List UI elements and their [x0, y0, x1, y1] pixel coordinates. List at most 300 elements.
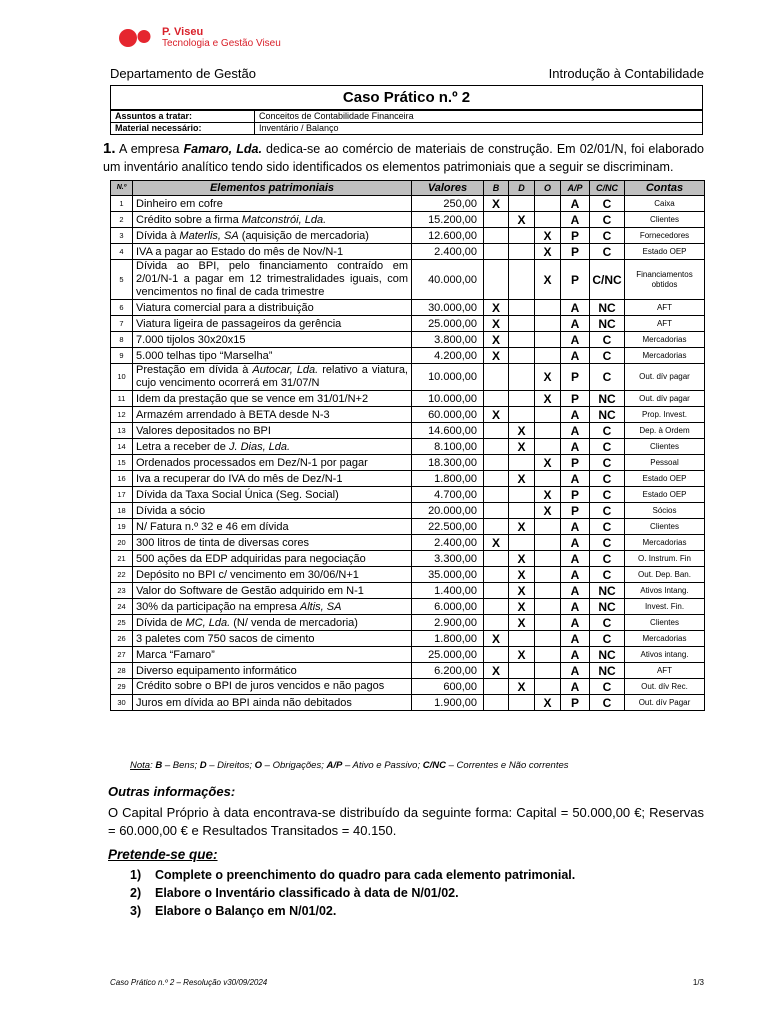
ativo-passivo-mark: A: [561, 519, 590, 535]
col-header: Valores: [412, 181, 484, 196]
row-number: 28: [111, 663, 133, 679]
bens-mark: [484, 599, 509, 615]
bens-mark: X: [484, 316, 509, 332]
element-description: 5.000 telhas tipo “Marselha”: [133, 348, 412, 364]
direitos-mark: X: [509, 599, 535, 615]
account-name: Sócios: [625, 503, 705, 519]
obrigacoes-mark: [535, 679, 561, 695]
element-value: 25.000,00: [412, 647, 484, 663]
direitos-mark: [509, 663, 535, 679]
row-number: 18: [111, 503, 133, 519]
table-row: [111, 196, 705, 212]
table-row: [111, 348, 705, 364]
direitos-mark: [509, 455, 535, 471]
tasks-list: [130, 866, 575, 920]
logo-line-1: P. Viseu: [162, 26, 204, 38]
ativo-passivo-mark: A: [561, 407, 590, 423]
row-number: 11: [111, 391, 133, 407]
corrente-mark: C: [590, 631, 625, 647]
intro-post: dedica-se ao comércio de materiais de construção. Em 02/01/N, foi elaborado um inventário analítico tendo sido identificados os elementos patrimoniais que a seguir se discriminam.: [103, 142, 704, 174]
table-row: [111, 599, 705, 615]
corrente-mark: C: [590, 615, 625, 631]
element-value: 10.000,00: [412, 391, 484, 407]
direitos-mark: X: [509, 551, 535, 567]
company-name: Famaro, Lda.: [183, 142, 262, 156]
bens-mark: [484, 423, 509, 439]
col-header: A/P: [561, 181, 590, 196]
table-row: [111, 519, 705, 535]
obrigacoes-mark: [535, 631, 561, 647]
ativo-passivo-mark: A: [561, 348, 590, 364]
ativo-passivo-mark: A: [561, 631, 590, 647]
row-number: 23: [111, 583, 133, 599]
account-name: Out. dív pagar: [625, 391, 705, 407]
table-row: [111, 260, 705, 300]
other-info-heading: Outras informações:: [108, 784, 236, 799]
corrente-mark: C: [590, 503, 625, 519]
table-row: [111, 583, 705, 599]
account-name: Financiamentos obtidos: [625, 260, 705, 300]
obrigacoes-mark: [535, 316, 561, 332]
tasks-heading: Pretende-se que:: [108, 847, 218, 862]
direitos-mark: X: [509, 439, 535, 455]
col-header: D: [509, 181, 535, 196]
element-description: Dívida à Materlis, SA (aquisição de mercadoria): [133, 228, 412, 244]
element-description: Iva a recuperar do IVA do mês de Dez/N-1: [133, 471, 412, 487]
obrigacoes-mark: [535, 615, 561, 631]
element-value: 2.400,00: [412, 535, 484, 551]
ativo-passivo-mark: A: [561, 535, 590, 551]
direitos-mark: [509, 535, 535, 551]
element-description: Armazém arrendado à BETA desde N-3: [133, 407, 412, 423]
ativo-passivo-mark: A: [561, 423, 590, 439]
bens-mark: [484, 615, 509, 631]
ativo-passivo-mark: A: [561, 615, 590, 631]
direitos-mark: [509, 695, 535, 711]
ativo-passivo-mark: P: [561, 391, 590, 407]
corrente-mark: C: [590, 471, 625, 487]
bens-mark: X: [484, 631, 509, 647]
table-row: [111, 391, 705, 407]
account-name: Dep. à Ordem: [625, 423, 705, 439]
row-number: 27: [111, 647, 133, 663]
element-description: IVA a pagar ao Estado do mês de Nov/N-1: [133, 244, 412, 260]
corrente-mark: C: [590, 487, 625, 503]
ativo-passivo-mark: A: [561, 300, 590, 316]
info-table: [110, 110, 703, 135]
bens-mark: [484, 503, 509, 519]
bens-mark: [484, 519, 509, 535]
obrigacoes-mark: X: [535, 391, 561, 407]
ativo-passivo-mark: A: [561, 551, 590, 567]
account-name: Ativos Intang.: [625, 583, 705, 599]
corrente-mark: NC: [590, 391, 625, 407]
bens-mark: [484, 471, 509, 487]
account-name: Invest. Fin.: [625, 599, 705, 615]
row-number: 20: [111, 535, 133, 551]
account-name: Ativos intang.: [625, 647, 705, 663]
account-name: Out. Dep. Ban.: [625, 567, 705, 583]
obrigacoes-mark: X: [535, 228, 561, 244]
row-number: 19: [111, 519, 133, 535]
element-value: 12.600,00: [412, 228, 484, 244]
bens-mark: X: [484, 300, 509, 316]
document-title: Caso Prático n.º 2: [110, 85, 703, 110]
col-header: Contas: [625, 181, 705, 196]
corrente-mark: C: [590, 364, 625, 391]
row-number: 14: [111, 439, 133, 455]
logo-circles-icon: [118, 28, 158, 48]
element-description: Depósito no BPI c/ vencimento em 30/06/N+1: [133, 567, 412, 583]
row-number: 4: [111, 244, 133, 260]
table-row: [111, 487, 705, 503]
department-label: Departamento de Gestão: [110, 66, 256, 81]
element-value: 35.000,00: [412, 567, 484, 583]
account-name: AFT: [625, 316, 705, 332]
table-row: [111, 423, 705, 439]
ativo-passivo-mark: P: [561, 244, 590, 260]
ativo-passivo-mark: A: [561, 583, 590, 599]
account-name: AFT: [625, 300, 705, 316]
corrente-mark: C: [590, 519, 625, 535]
corrente-mark: NC: [590, 599, 625, 615]
corrente-mark: C/NC: [590, 260, 625, 300]
element-description: 7.000 tijolos 30x20x15: [133, 332, 412, 348]
ativo-passivo-mark: P: [561, 455, 590, 471]
obrigacoes-mark: [535, 567, 561, 583]
bens-mark: [484, 260, 509, 300]
account-name: Clientes: [625, 519, 705, 535]
obrigacoes-mark: [535, 583, 561, 599]
obrigacoes-mark: [535, 599, 561, 615]
table-row: [111, 364, 705, 391]
account-name: Mercadorias: [625, 535, 705, 551]
account-name: Clientes: [625, 615, 705, 631]
ativo-passivo-mark: A: [561, 567, 590, 583]
corrente-mark: C: [590, 348, 625, 364]
element-description: Valor do Software de Gestão adquirido em N-1: [133, 583, 412, 599]
bens-mark: [484, 212, 509, 228]
info-value: Inventário / Balanço: [255, 123, 703, 135]
direitos-mark: [509, 391, 535, 407]
obrigacoes-mark: [535, 407, 561, 423]
bens-mark: X: [484, 663, 509, 679]
direitos-mark: [509, 316, 535, 332]
legend-note: Nota: B – Bens; D – Direitos; O – Obrigações; A/P – Ativo e Passivo; C/NC – Correntes e Não correntes: [130, 760, 569, 771]
obrigacoes-mark: [535, 647, 561, 663]
corrente-mark: NC: [590, 300, 625, 316]
element-value: 20.000,00: [412, 503, 484, 519]
table-row: [111, 503, 705, 519]
obrigacoes-mark: [535, 439, 561, 455]
direitos-mark: X: [509, 615, 535, 631]
direitos-mark: [509, 631, 535, 647]
direitos-mark: [509, 332, 535, 348]
element-description: 30% da participação na empresa Altis, SA: [133, 599, 412, 615]
bens-mark: X: [484, 196, 509, 212]
corrente-mark: NC: [590, 663, 625, 679]
element-description: Marca “Famaro”: [133, 647, 412, 663]
account-name: Estado OEP: [625, 471, 705, 487]
direitos-mark: X: [509, 519, 535, 535]
obrigacoes-mark: [535, 332, 561, 348]
obrigacoes-mark: [535, 551, 561, 567]
account-name: O. Instrum. Fin: [625, 551, 705, 567]
element-description: Dívida a sócio: [133, 503, 412, 519]
element-value: 1.400,00: [412, 583, 484, 599]
row-number: 24: [111, 599, 133, 615]
element-value: 3.300,00: [412, 551, 484, 567]
direitos-mark: [509, 300, 535, 316]
assets-table: [110, 180, 705, 711]
element-description: Dívida de MC, Lda. (N/ venda de mercadoria): [133, 615, 412, 631]
element-value: 2.400,00: [412, 244, 484, 260]
ativo-passivo-mark: A: [561, 679, 590, 695]
direitos-mark: [509, 244, 535, 260]
table-row: [111, 567, 705, 583]
table-row: [111, 663, 705, 679]
ativo-passivo-mark: A: [561, 332, 590, 348]
corrente-mark: C: [590, 535, 625, 551]
obrigacoes-mark: [535, 471, 561, 487]
element-value: 250,00: [412, 196, 484, 212]
ativo-passivo-mark: P: [561, 503, 590, 519]
direitos-mark: [509, 364, 535, 391]
element-description: Crédito sobre a firma Matconstrói, Lda.: [133, 212, 412, 228]
row-number: 1: [111, 196, 133, 212]
direitos-mark: [509, 196, 535, 212]
task-item: 3) Elabore o Balanço em N/01/02.: [130, 904, 337, 918]
row-number: 2: [111, 212, 133, 228]
bens-mark: X: [484, 332, 509, 348]
bens-mark: [484, 487, 509, 503]
row-number: 29: [111, 679, 133, 695]
element-description: Letra a receber de J. Dias, Lda.: [133, 439, 412, 455]
direitos-mark: X: [509, 471, 535, 487]
corrente-mark: C: [590, 423, 625, 439]
element-description: Dinheiro em cofre: [133, 196, 412, 212]
account-name: Out. dív Rec.: [625, 679, 705, 695]
table-row: [111, 551, 705, 567]
corrente-mark: NC: [590, 407, 625, 423]
element-value: 1.800,00: [412, 471, 484, 487]
account-name: Mercadorias: [625, 348, 705, 364]
bens-mark: [484, 679, 509, 695]
element-value: 6.200,00: [412, 663, 484, 679]
table-row: [111, 332, 705, 348]
element-description: Idem da prestação que se vence em 31/01/N+2: [133, 391, 412, 407]
obrigacoes-mark: X: [535, 487, 561, 503]
direitos-mark: X: [509, 583, 535, 599]
bens-mark: [484, 244, 509, 260]
direitos-mark: X: [509, 423, 535, 439]
ativo-passivo-mark: A: [561, 316, 590, 332]
corrente-mark: C: [590, 196, 625, 212]
table-row: [111, 212, 705, 228]
ativo-passivo-mark: A: [561, 439, 590, 455]
bens-mark: [484, 439, 509, 455]
element-value: 60.000,00: [412, 407, 484, 423]
corrente-mark: NC: [590, 583, 625, 599]
row-number: 8: [111, 332, 133, 348]
corrente-mark: C: [590, 332, 625, 348]
element-value: 15.200,00: [412, 212, 484, 228]
ativo-passivo-mark: A: [561, 663, 590, 679]
corrente-mark: C: [590, 439, 625, 455]
obrigacoes-mark: X: [535, 455, 561, 471]
obrigacoes-mark: [535, 196, 561, 212]
element-description: Juros em dívida ao BPI ainda não debitados: [133, 695, 412, 711]
element-description: 3 paletes com 750 sacos de cimento: [133, 631, 412, 647]
account-name: Mercadorias: [625, 332, 705, 348]
element-value: 6.000,00: [412, 599, 484, 615]
element-description: Dívida da Taxa Social Única (Seg. Social): [133, 487, 412, 503]
account-name: Estado OEP: [625, 244, 705, 260]
element-description: 300 litros de tinta de diversas cores: [133, 535, 412, 551]
row-number: 22: [111, 567, 133, 583]
col-header: C/NC: [590, 181, 625, 196]
row-number: 13: [111, 423, 133, 439]
bens-mark: [484, 583, 509, 599]
element-value: 14.600,00: [412, 423, 484, 439]
element-value: 1.800,00: [412, 631, 484, 647]
bens-mark: [484, 391, 509, 407]
obrigacoes-mark: [535, 663, 561, 679]
table-row: [111, 244, 705, 260]
ativo-passivo-mark: A: [561, 471, 590, 487]
obrigacoes-mark: [535, 212, 561, 228]
element-description: Viatura comercial para a distribuição: [133, 300, 412, 316]
element-value: 3.800,00: [412, 332, 484, 348]
direitos-mark: [509, 228, 535, 244]
row-number: 17: [111, 487, 133, 503]
table-row: [111, 679, 705, 695]
account-name: AFT: [625, 663, 705, 679]
institution-logo: [118, 27, 281, 49]
table-row: [111, 439, 705, 455]
element-value: 2.900,00: [412, 615, 484, 631]
bens-mark: [484, 695, 509, 711]
corrente-mark: C: [590, 212, 625, 228]
info-row: [111, 111, 703, 123]
element-description: Viatura ligeira de passageiros da gerência: [133, 316, 412, 332]
corrente-mark: NC: [590, 316, 625, 332]
row-number: 6: [111, 300, 133, 316]
obrigacoes-mark: [535, 535, 561, 551]
corrente-mark: C: [590, 551, 625, 567]
table-row: [111, 471, 705, 487]
element-value: 30.000,00: [412, 300, 484, 316]
table-row: [111, 407, 705, 423]
row-number: 10: [111, 364, 133, 391]
info-row: [111, 123, 703, 135]
page-number: 1/3: [692, 978, 704, 987]
direitos-mark: X: [509, 212, 535, 228]
element-value: 8.100,00: [412, 439, 484, 455]
bens-mark: [484, 228, 509, 244]
obrigacoes-mark: X: [535, 503, 561, 519]
footer-left: Caso Prático n.º 2 – Resolução v30/09/2024: [110, 978, 268, 987]
ativo-passivo-mark: A: [561, 599, 590, 615]
account-name: Out. dív pagar: [625, 364, 705, 391]
element-value: 10.000,00: [412, 364, 484, 391]
row-number: 25: [111, 615, 133, 631]
table-row: [111, 631, 705, 647]
table-row: [111, 316, 705, 332]
bens-mark: X: [484, 407, 509, 423]
info-key: Assuntos a tratar:: [111, 111, 255, 123]
element-description: Dívida ao BPI, pelo financiamento contraído em 2/01/N-1 a pagar em 12 trimestralidades iguais, com vencimentos no final de cada trimestre: [133, 260, 412, 300]
account-name: Clientes: [625, 439, 705, 455]
element-value: 22.500,00: [412, 519, 484, 535]
direitos-mark: X: [509, 567, 535, 583]
table-row: [111, 455, 705, 471]
bens-mark: [484, 567, 509, 583]
element-value: 1.900,00: [412, 695, 484, 711]
row-number: 9: [111, 348, 133, 364]
corrente-mark: C: [590, 567, 625, 583]
obrigacoes-mark: [535, 348, 561, 364]
element-description: N/ Fatura n.º 32 e 46 em dívida: [133, 519, 412, 535]
account-name: Out. dív Pagar: [625, 695, 705, 711]
element-value: 600,00: [412, 679, 484, 695]
direitos-mark: [509, 260, 535, 300]
obrigacoes-mark: X: [535, 244, 561, 260]
row-number: 3: [111, 228, 133, 244]
direitos-mark: X: [509, 647, 535, 663]
row-number: 30: [111, 695, 133, 711]
task-item: 1) Complete o preenchimento do quadro para cada elemento patrimonial.: [130, 868, 576, 882]
assets-table-header: [111, 181, 705, 196]
table-row: [111, 228, 705, 244]
obrigacoes-mark: [535, 519, 561, 535]
element-value: 4.200,00: [412, 348, 484, 364]
element-value: 25.000,00: [412, 316, 484, 332]
row-number: 21: [111, 551, 133, 567]
bens-mark: X: [484, 348, 509, 364]
corrente-mark: C: [590, 455, 625, 471]
obrigacoes-mark: [535, 423, 561, 439]
ativo-passivo-mark: P: [561, 228, 590, 244]
table-row: [111, 695, 705, 711]
element-description: Valores depositados no BPI: [133, 423, 412, 439]
direitos-mark: [509, 503, 535, 519]
ativo-passivo-mark: P: [561, 695, 590, 711]
table-row: [111, 615, 705, 631]
obrigacoes-mark: X: [535, 695, 561, 711]
direitos-mark: [509, 348, 535, 364]
element-description: Diverso equipamento informático: [133, 663, 412, 679]
row-number: 26: [111, 631, 133, 647]
corrente-mark: NC: [590, 647, 625, 663]
obrigacoes-mark: X: [535, 364, 561, 391]
logo-line-2: Tecnologia e Gestão Viseu: [162, 38, 281, 49]
account-name: Estado OEP: [625, 487, 705, 503]
account-name: Prop. Invest.: [625, 407, 705, 423]
direitos-mark: [509, 407, 535, 423]
account-name: Fornecedores: [625, 228, 705, 244]
other-info-text: O Capital Próprio à data encontrava-se distribuído da seguinte forma: Capital = 50.000,00 €; Reservas = 60.000,00 € e Resultados Transitados = 40.150.: [108, 805, 704, 838]
bens-mark: [484, 647, 509, 663]
ativo-passivo-mark: P: [561, 364, 590, 391]
table-row: [111, 300, 705, 316]
element-description: Crédito sobre o BPI de juros vencidos e não pagos: [133, 679, 412, 695]
row-number: 7: [111, 316, 133, 332]
element-description: Ordenados processados em Dez/N-1 por pagar: [133, 455, 412, 471]
element-value: 40.000,00: [412, 260, 484, 300]
bens-mark: [484, 455, 509, 471]
account-name: Pessoal: [625, 455, 705, 471]
